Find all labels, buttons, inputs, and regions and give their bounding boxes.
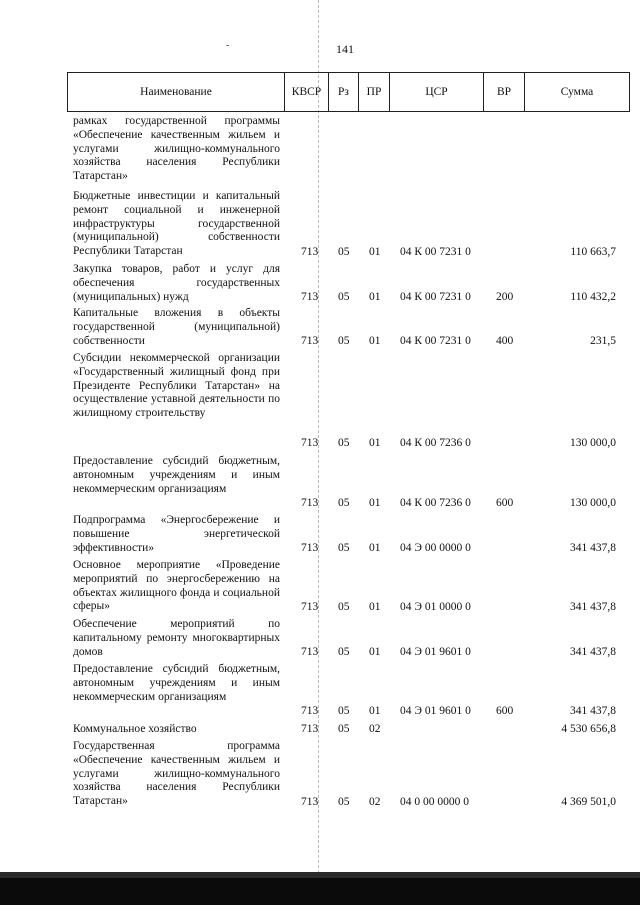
row-pr: 02: [369, 796, 381, 808]
row-pr: 02: [369, 723, 381, 735]
row-name: Капитальные вложения в объекты государственной (муниципальной) собственности: [73, 307, 280, 347]
row-rz: 05: [338, 723, 350, 735]
row-csr: 04 0 00 0000 0: [400, 796, 469, 808]
header-name: Наименование: [68, 73, 285, 111]
row-rz: 05: [338, 796, 350, 808]
row-name: Предоставление субсидий бюджетным, автономным учреждениям и иным некоммерческим организациям: [73, 455, 280, 495]
header-kvsr: КВСР: [285, 73, 329, 111]
row-csr: 04 К 00 7236 0: [400, 497, 471, 509]
scan-mark: -: [226, 40, 230, 51]
row-rz: 05: [338, 542, 350, 554]
row-csr: 04 К 00 7231 0: [400, 246, 471, 258]
row-pr: 01: [369, 335, 381, 347]
header-rz: Рз: [329, 73, 359, 111]
row-name: Бюджетные инвестиции и капитальный ремонт социальной и инженерной инфраструктуры государственной (муниципальной) собственности Республики Татарстан: [73, 190, 280, 258]
row-name: Коммунальное хозяйство: [73, 723, 197, 735]
row-pr: 01: [369, 497, 381, 509]
row-sum: 110 663,7: [570, 246, 616, 258]
row-sum: 341 437,8: [570, 646, 616, 658]
row-sum: 231,5: [590, 335, 616, 347]
row-sum: 130 000,0: [570, 497, 616, 509]
row-kvsr: 713: [301, 437, 319, 449]
row-csr: 04 Э 01 0000 0: [400, 601, 471, 613]
header-vr: ВР: [484, 73, 525, 111]
row-csr: 04 К 00 7231 0: [400, 335, 471, 347]
row-sum: 110 432,2: [570, 291, 616, 303]
row-pr: 01: [369, 601, 381, 613]
row-rz: 05: [338, 601, 350, 613]
row-kvsr: 713: [301, 497, 319, 509]
row-kvsr: 713: [301, 646, 319, 658]
row-name: Обеспечение мероприятий по капитальному ремонту многоквартирных домов: [73, 618, 280, 658]
row-rz: 05: [338, 437, 350, 449]
header-sum: Сумма: [560, 86, 594, 98]
row-pr: 01: [369, 542, 381, 554]
row-rz: 05: [338, 335, 350, 347]
row-csr: 04 Э 01 9601 0: [400, 646, 471, 658]
row-rz: 05: [338, 291, 350, 303]
row-csr: 04 К 00 7231 0: [400, 291, 471, 303]
row-kvsr: 713: [301, 723, 319, 735]
row-rz: 05: [338, 646, 350, 658]
header-csr: ЦСР: [390, 73, 484, 111]
row-pr: 01: [369, 646, 381, 658]
row-kvsr: 713: [301, 246, 319, 258]
row-name: Основное мероприятие «Проведение мероприятий по энергосбережению на объектах жилищного фонда и социальной сферы»: [73, 559, 280, 613]
row-kvsr: 713: [301, 796, 319, 808]
row-name: Предоставление субсидий бюджетным, автономным учреждениям и иным некоммерческим организациям: [73, 663, 280, 703]
row-pr: 01: [369, 246, 381, 258]
row-pr: 01: [369, 705, 381, 717]
row-kvsr: 713: [301, 601, 319, 613]
row-rz: 05: [338, 497, 350, 509]
row-sum: 4 369 501,0: [561, 796, 616, 808]
row-sum: 341 437,8: [570, 601, 616, 613]
row-csr: 04 К 00 7236 0: [400, 437, 471, 449]
row-name: Закупка товаров, работ и услуг для обеспечения государственных (муниципальных) нужд: [73, 263, 280, 303]
row-rz: 05: [338, 246, 350, 258]
row-vr: 600: [496, 497, 514, 509]
row-kvsr: 713: [301, 542, 319, 554]
row-pr: 01: [369, 291, 381, 303]
row-vr: 600: [496, 705, 514, 717]
row-sum: 4 530 656,8: [561, 723, 616, 735]
row-csr: 04 Э 00 0000 0: [400, 542, 471, 554]
row-vr: 400: [496, 335, 514, 347]
row-name: рамках государственной программы «Обеспечение качественным жильем и услугами жилищно-коммунального хозяйства населения Республики Татарстан»: [73, 115, 280, 183]
page-number: 141: [336, 42, 354, 56]
row-sum: 130 000,0: [570, 437, 616, 449]
row-name: Субсидии некоммерческой организации «Государственный жилищный фонд при Президенте Республики Татарстан» на осуществление уставной деятельности по жилищному строительству: [73, 352, 280, 420]
row-sum: 341 437,8: [570, 542, 616, 554]
row-rz: 05: [338, 705, 350, 717]
scan-fold-line: [318, 0, 320, 878]
header-pr: ПР: [359, 73, 390, 111]
row-pr: 01: [369, 437, 381, 449]
row-name: Подпрограмма «Энергосбережение и повышение энергетической эффективности»: [73, 514, 280, 554]
row-kvsr: 713: [301, 335, 319, 347]
row-csr: 04 Э 01 9601 0: [400, 705, 471, 717]
row-sum: 341 437,8: [570, 705, 616, 717]
row-vr: 200: [496, 291, 514, 303]
row-kvsr: 713: [301, 705, 319, 717]
row-kvsr: 713: [301, 291, 319, 303]
scan-bottom-bar: [0, 878, 640, 905]
table-header: [67, 72, 630, 112]
row-name: Государственная программа «Обеспечение качественным жильем и услугами жилищно-коммунального хозяйства населения Республики Татарстан»: [73, 740, 280, 808]
